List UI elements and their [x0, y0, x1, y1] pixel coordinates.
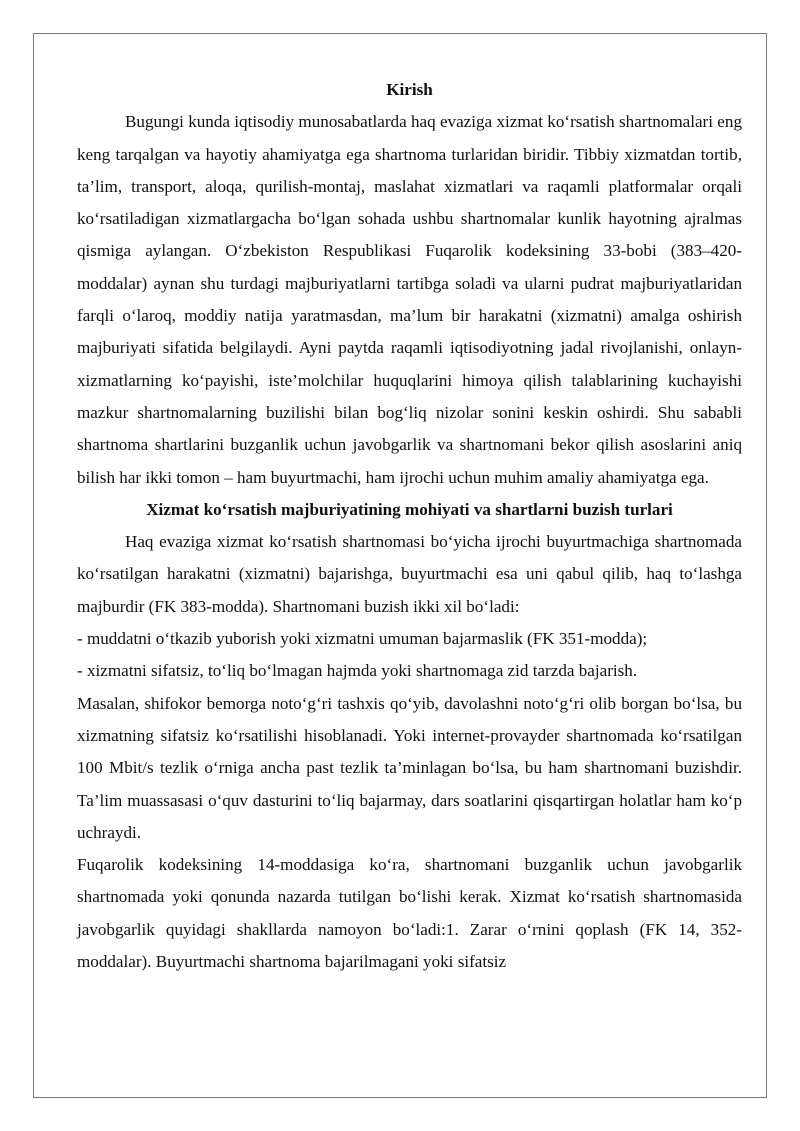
- heading-section: Xizmat ko‘rsatish majburiyatining mohiyati va shartlarni buzish turlari: [146, 499, 673, 519]
- intro-paragraph: Bugungi kunda iqtisodiy munosabatlarda haq evaziga xizmat ko‘rsatish shartnomalari eng keng tarqalgan va hayotiy ahamiyatga ega shartnoma turlaridan biridir. Tibbiy xizmatdan tortib, ta’lim, transport, aloqa, qurilish-montaj, maslahat xizmatlari va raqamli platformalar orqali ko‘rsatiladigan xizmatlargacha bo‘lgan sohada ushbu shartnomalar kunlik hayotning ajralmas qismiga aylangan. O‘zbekiston Respublikasi Fuqarolik kodeksining 33-bobi (383–420-moddalar) aynan shu turdagi majburiyatlarni tartibga soladi va ularni pudrat majburiyatlaridan farqli o‘laroq, moddiy natija yaratmasdan, ma’lum bir harakatni (xizmatni) amalga oshirish majburiyati sifatida belgilaydi. Ayni paytda raqamli iqtisodiyotning jadal rivojlanishi, onlayn-xizmatlarning ko‘payishi, iste’molchilar huquqlarini himoya qilish talablarining kuchayishi mazkur shartnomalarning buzilishi bilan bog‘liq nizolar sonini keskin oshirdi. Shu sababli shartnoma shartlarini buzganlik uchun javobgarlik va shartnomani bekor qilish asoslarini aniq bilish har ikki tomon – ham buyurtmachi, ham ijrochi uchun muhim amaliy ahamiyatga ega.: [77, 112, 742, 487]
- document-body: [77, 74, 742, 978]
- heading-intro: Kirish: [386, 80, 433, 99]
- list-item: - xizmatni sifatsiz, to‘liq bo‘lmagan hajmda yoki shartnomaga zid tarzda bajarish.: [77, 661, 638, 681]
- liability-paragraph: Fuqarolik kodeksining 14-moddasiga ko‘ra, shartnomani buzganlik uchun javobgarlik shartnomada yoki qonunda nazarda tutilgan bo‘lishi kerak. Xizmat ko‘rsatish shartnomasida javobgarlik quyidagi shakllarda namoyon bo‘ladi:1. Zarar o‘rnini qoplash (FK 14, 352-moddalar). Buyurtmachi shartnoma bajarilmagani yoki sifatsiz: [77, 855, 742, 972]
- section-paragraph: Haq evaziga xizmat ko‘rsatish shartnomasi bo‘yicha ijrochi buyurtmachiga shartnomada ko‘rsatilgan harakatni (xizmatni) bajarishga, buyurtmachi esa uni qabul qilib, haq to‘lashga majburdir (FK 383-modda). Shartnomani buzish ikki xil bo‘ladi:: [77, 532, 742, 616]
- example-paragraph: Masalan, shifokor bemorga noto‘g‘ri tashxis qo‘yib, davolashni noto‘g‘ri olib borgan bo‘lsa, bu xizmatning sifatsiz ko‘rsatilishi hisoblanadi. Yoki internet-provayder shartnomada ko‘rsatilgan 100 Mbit/s tezlik o‘rniga ancha past tezlik ta’minlagan bo‘lsa, bu ham shartnomani buzishdir. Ta’lim muassasasi o‘quv dasturini to‘liq bajarmay, dars soatlarini qisqartirgan holatlar ham ko‘p uchraydi.: [77, 693, 742, 842]
- list-item: - muddatni o‘tkazib yuborish yoki xizmatni umuman bajarmaslik (FK 351-modda);: [77, 629, 648, 649]
